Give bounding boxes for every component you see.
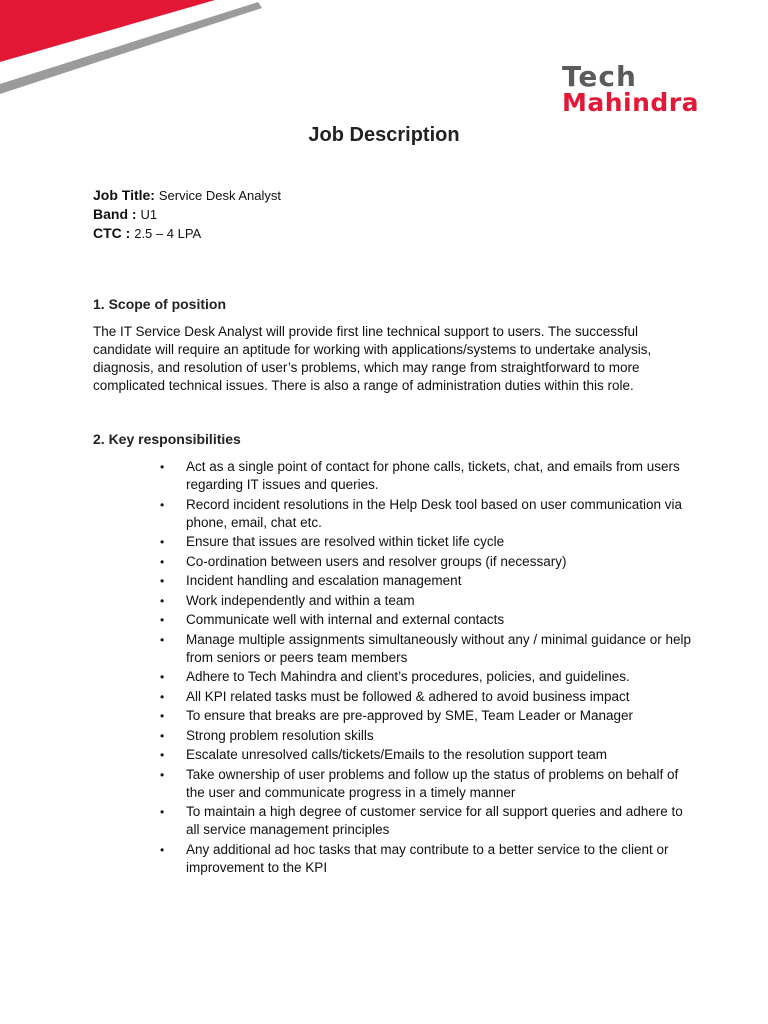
- job-meta: [93, 186, 281, 243]
- bullet-glyph: •: [160, 632, 165, 647]
- list-item: [160, 592, 700, 610]
- job-title-row: [93, 186, 281, 205]
- list-item-text: Ensure that issues are resolved within ticket life cycle: [186, 534, 505, 549]
- ctc-value: 2.5 – 4 LPA: [134, 226, 202, 241]
- bullet-glyph: •: [160, 767, 165, 782]
- list-item-text: Record incident resolutions in the Help Desk tool based on user communication via phone, email, chat etc.: [186, 496, 683, 530]
- bullet-glyph: •: [160, 670, 165, 684]
- ctc-label: CTC :: [93, 225, 131, 241]
- band-row: [93, 205, 281, 224]
- list-item: [160, 727, 700, 745]
- list-item: [160, 631, 700, 667]
- scope-paragraph: The IT Service Desk Analyst will provide first line technical support to users. The successful candidate will require an aptitude for working with applications/systems to undertake analysis, diagnosis, and resolution of user’s problems, which may range from straightforward to more complicated technical issues. There is also a range of administration duties within this role.: [93, 324, 652, 393]
- bullet-glyph: •: [160, 613, 165, 627]
- list-item-text: All KPI related tasks must be followed & adhered to avoid business impact: [186, 688, 630, 704]
- list-item-text: Manage multiple assignments simultaneously without any / minimal guidance or help from seniors or peers team members: [186, 631, 692, 665]
- list-item: [160, 766, 700, 802]
- bullet-glyph: •: [160, 554, 165, 569]
- list-item: [160, 553, 700, 571]
- ctc-row: [93, 224, 281, 243]
- list-item: [160, 746, 700, 764]
- logo-text-mahindra: Mahindra: [562, 88, 700, 117]
- bullet-glyph: •: [160, 709, 165, 723]
- job-title-value: Service Desk Analyst: [158, 188, 281, 203]
- responsibilities-list: [160, 458, 700, 878]
- list-item: [160, 707, 700, 725]
- list-item-text: Communicate well with internal and external contacts: [186, 612, 505, 627]
- bullet-glyph: •: [160, 593, 165, 608]
- bullet-glyph: •: [160, 460, 165, 474]
- responsibilities-heading: 2. Key responsibilities: [93, 431, 241, 447]
- logo-text-tech: Tech: [562, 60, 637, 93]
- list-item: [160, 572, 700, 590]
- bullet-glyph: •: [160, 842, 165, 857]
- bullet-glyph: •: [160, 535, 165, 549]
- list-item-text: Work independently and within a team: [186, 592, 415, 608]
- list-item-text: Strong problem resolution skills: [186, 727, 374, 743]
- list-item: [160, 533, 700, 551]
- list-item: [160, 668, 700, 686]
- list-item: [160, 688, 700, 706]
- bullet-glyph: •: [160, 805, 165, 819]
- job-title-label: Job Title:: [93, 187, 155, 203]
- bullet-glyph: •: [160, 689, 165, 704]
- list-item-text: Adhere to Tech Mahindra and client’s procedures, policies, and guidelines.: [186, 669, 630, 684]
- list-item-text: Take ownership of user problems and follow up the status of problems on behalf of the user and communicate progress in a timely manner: [186, 766, 679, 800]
- band-value: U1: [140, 207, 158, 222]
- list-item-text: Any additional ad hoc tasks that may contribute to a better service to the client or improvement to the KPI: [186, 841, 669, 875]
- list-item: [160, 841, 700, 877]
- header-banner-graphic: [0, 0, 270, 100]
- list-item-text: Escalate unresolved calls/tickets/Emails to the resolution support team: [186, 747, 607, 762]
- list-item-text: Co-ordination between users and resolver groups (if necessary): [186, 553, 567, 569]
- list-item: [160, 496, 700, 532]
- scope-heading: 1. Scope of position: [93, 296, 227, 312]
- band-label: Band :: [93, 206, 137, 222]
- list-item-text: Incident handling and escalation management: [186, 573, 462, 588]
- tech-mahindra-logo: [562, 60, 742, 117]
- list-item: [160, 611, 700, 629]
- list-item-text: To maintain a high degree of customer service for all support queries and adhere to all service management principles: [186, 804, 683, 837]
- list-item-text: Act as a single point of contact for phone calls, tickets, chat, and emails from users regarding IT issues and queries.: [186, 459, 680, 492]
- document-title: Job Description: [308, 124, 460, 146]
- bullet-glyph: •: [160, 748, 165, 762]
- list-item: [160, 458, 700, 494]
- list-item-text: To ensure that breaks are pre-approved by SME, Team Leader or Manager: [186, 708, 633, 723]
- bullet-glyph: •: [160, 497, 165, 512]
- list-item: [160, 803, 700, 839]
- bullet-glyph: •: [160, 728, 165, 743]
- bullet-glyph: •: [160, 574, 165, 588]
